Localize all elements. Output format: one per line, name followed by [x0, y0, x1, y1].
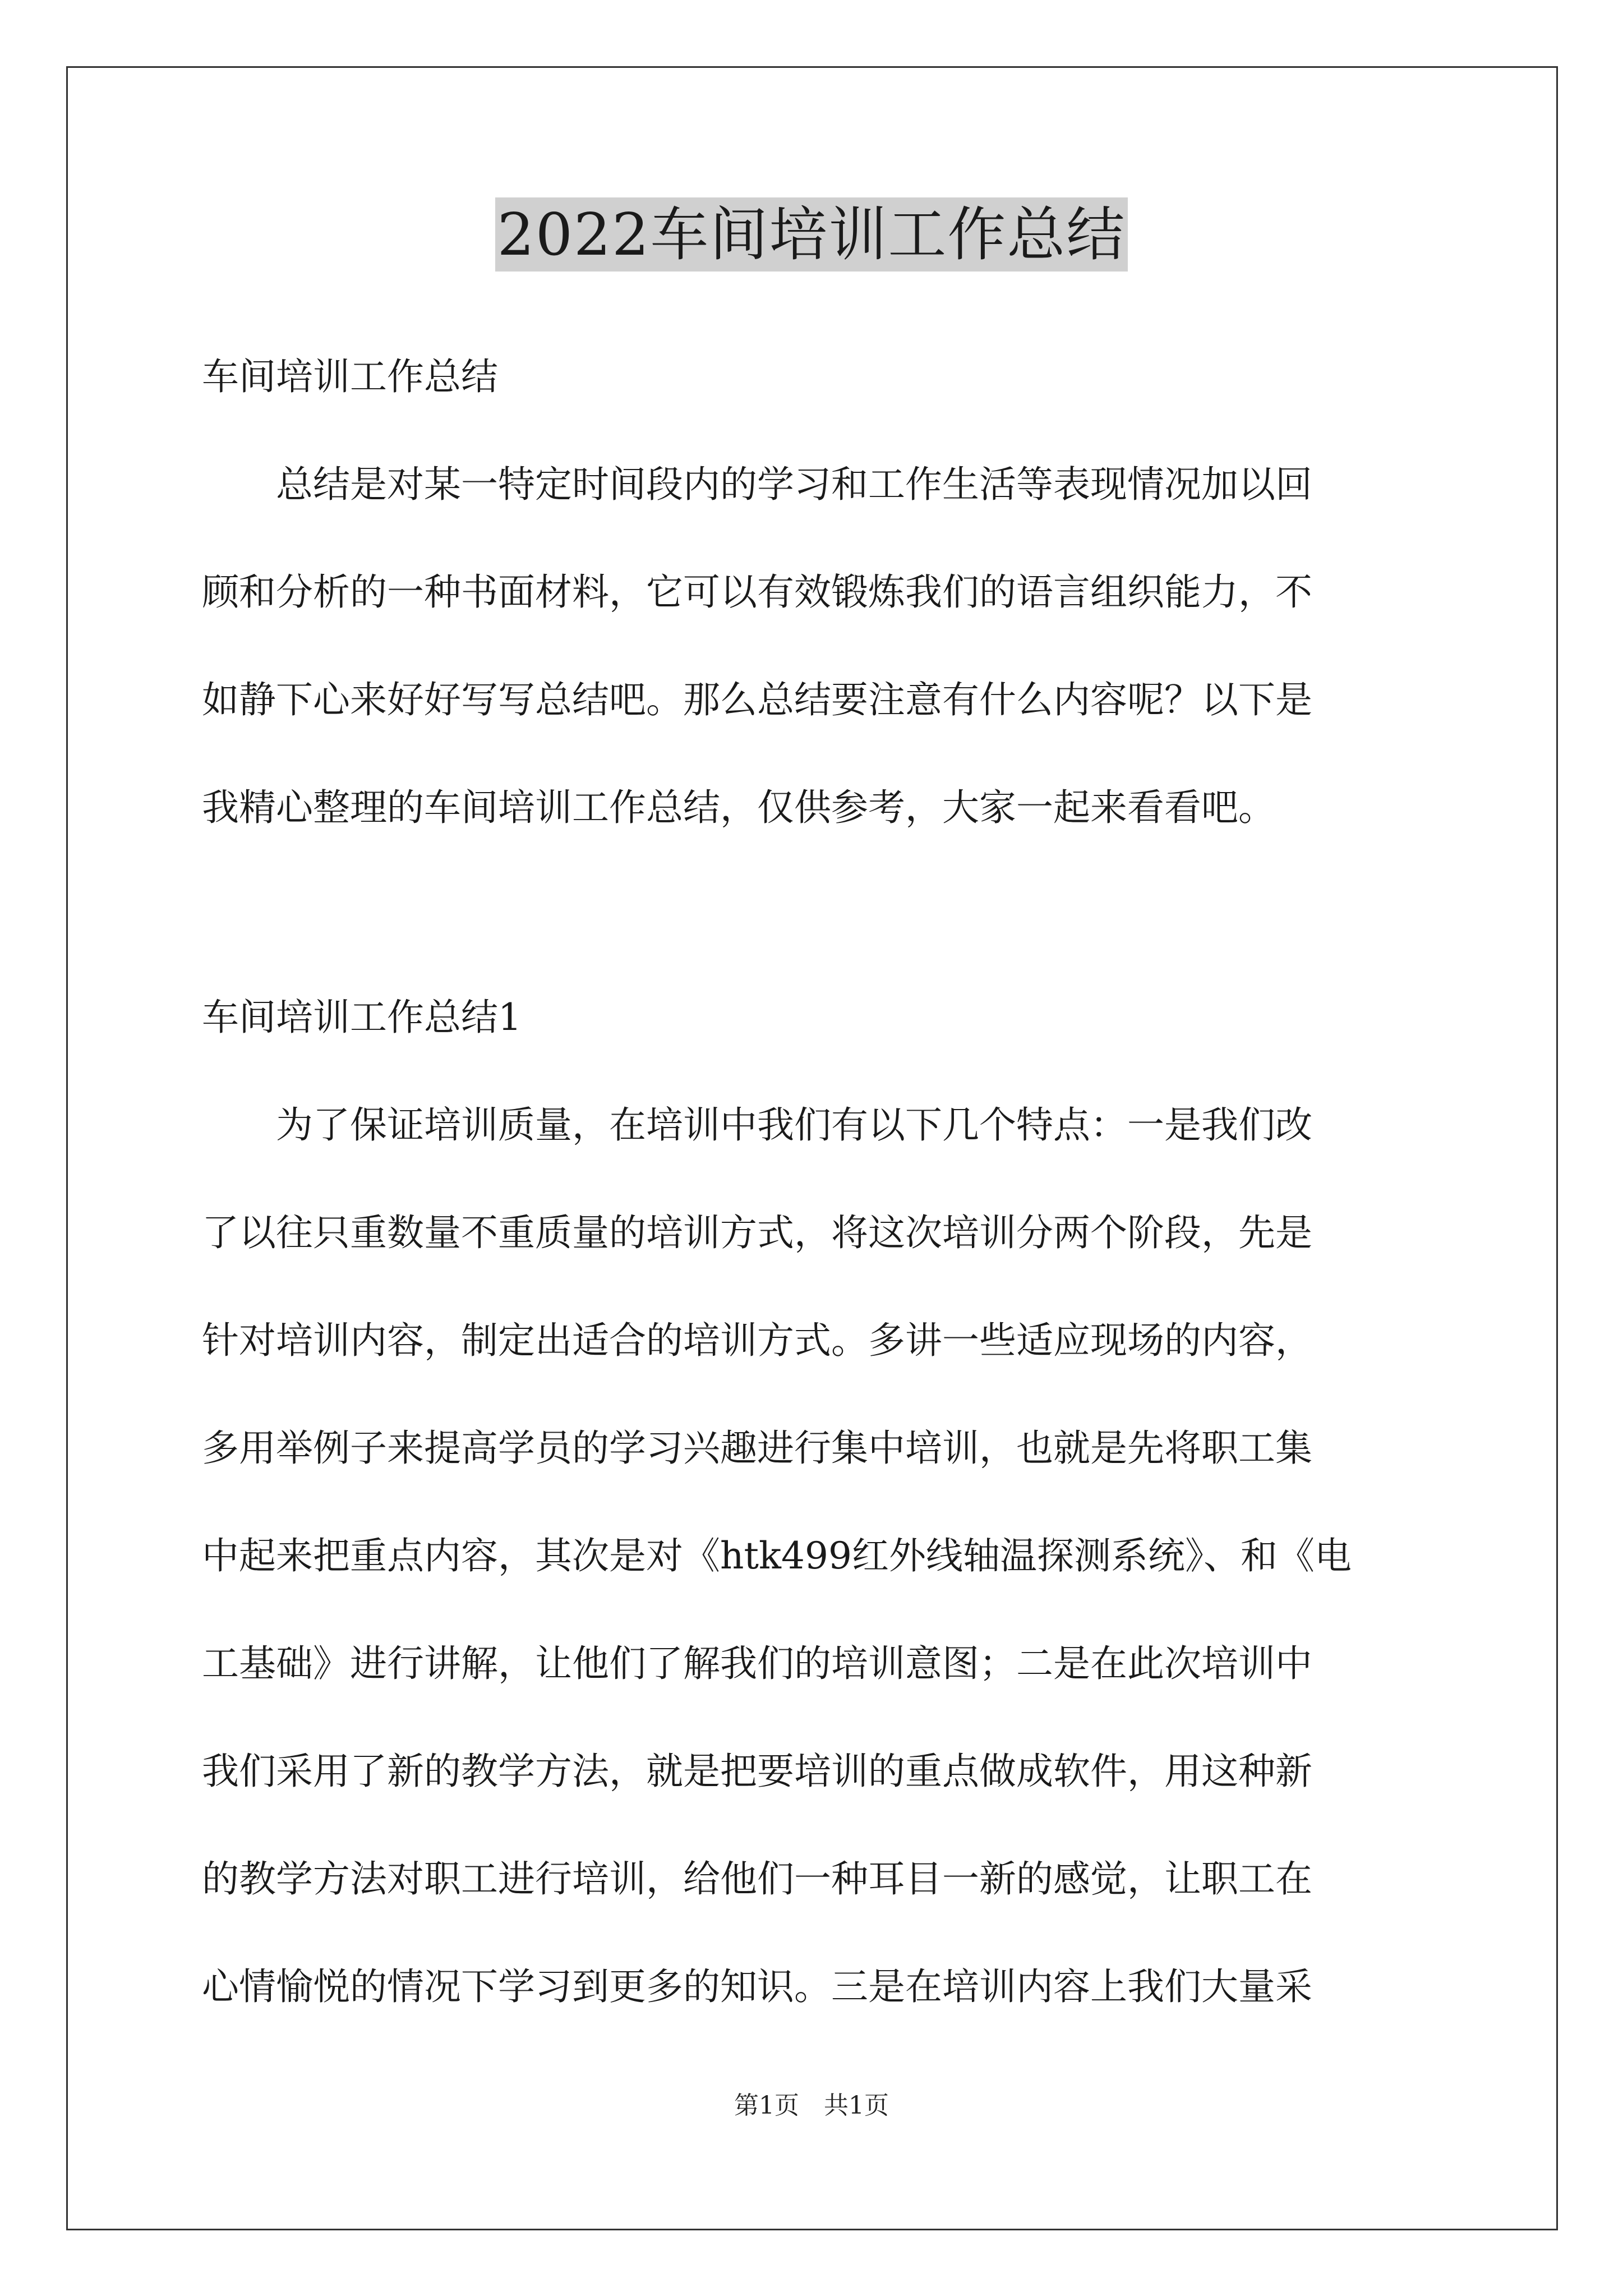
- page-number-text: 第1页 共1页: [734, 2091, 889, 2120]
- section-line-1: 为了保证培训质量，在培训中我们有以下几个特点：一是我们改: [202, 1103, 1312, 1147]
- document-title: 2022车间培训工作总结: [495, 197, 1128, 272]
- section-line-4: 多用举例子来提高学员的学习兴趣进行集中培训，也就是先将职工集: [202, 1427, 1312, 1470]
- intro-line-2: 顾和分析的一种书面材料，它可以有效锻炼我们的语言组织能力，不: [202, 570, 1312, 614]
- document-subtitle: 车间培训工作总结: [202, 355, 498, 398]
- section-line-6: 工基础》进行讲解，让他们了解我们的培训意图；二是在此次培训中: [202, 1642, 1312, 1685]
- section-heading: 车间培训工作总结1: [202, 996, 522, 1039]
- section-line-8: 的教学方法对职工进行培训，给他们一种耳目一新的感觉，让职工在: [202, 1857, 1312, 1901]
- intro-line-3: 如静下心来好好写写总结吧。那么总结要注意有什么内容呢？以下是: [202, 678, 1312, 721]
- section-line-2: 了以往只重数量不重质量的培训方式，将这次培训分两个阶段，先是: [202, 1211, 1312, 1254]
- section-line-5: 中起来把重点内容，其次是对《htk499红外线轴温探测系统》、和《电: [202, 1534, 1352, 1577]
- intro-line-4: 我精心整理的车间培训工作总结，仅供参考，大家一起来看看吧。: [202, 786, 1275, 829]
- intro-line-1: 总结是对某一特定时间段内的学习和工作生活等表现情况加以回: [202, 463, 1312, 506]
- title-container: [0, 197, 1623, 272]
- section-line-7: 我们采用了新的教学方法，就是把要培训的重点做成软件，用这种新: [202, 1750, 1312, 1793]
- section-line-3: 针对培训内容，制定出适合的培训方式。多讲一些适应现场的内容，: [202, 1319, 1312, 1362]
- section-line-9: 心情愉悦的情况下学习到更多的知识。三是在培训内容上我们大量采: [202, 1965, 1312, 2008]
- page-footer: [0, 2090, 1623, 2122]
